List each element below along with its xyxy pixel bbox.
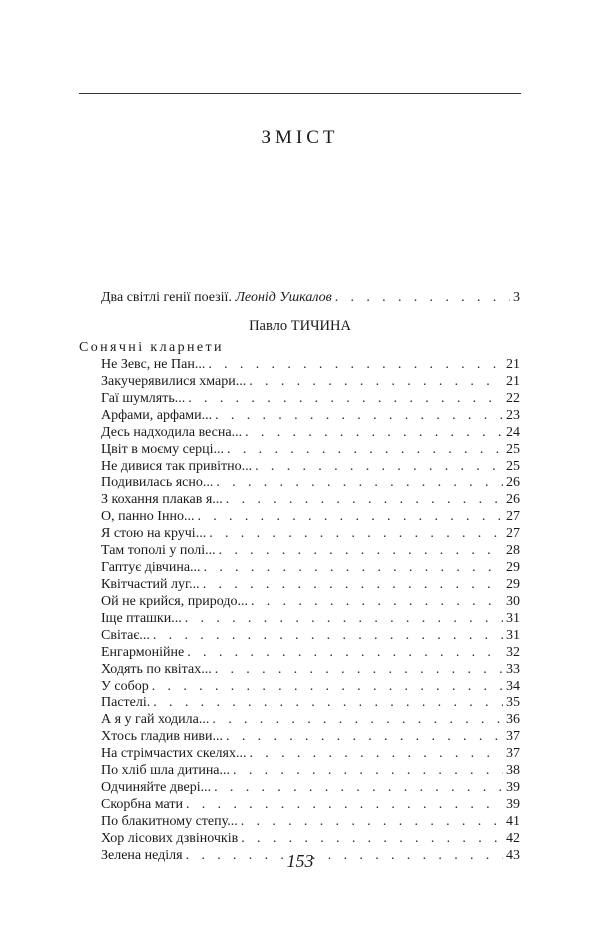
toc-entry xyxy=(101,390,520,407)
toc-entry-title: Енгармонійне xyxy=(101,644,185,660)
toc-entry-title: Гаптує дівчина... xyxy=(101,560,201,575)
toc-entry-title: Там тополі у полі... xyxy=(101,543,216,559)
toc-entry-title: У собор xyxy=(101,678,149,694)
leader-dots xyxy=(152,678,503,695)
toc-entry-page: 27 xyxy=(506,509,520,525)
leader-dots xyxy=(209,525,503,542)
toc-entry-title: Світає... xyxy=(101,627,150,643)
toc-entry-title: Скорбна мати xyxy=(101,796,183,812)
leader-dots xyxy=(241,813,503,830)
leader-dots xyxy=(251,593,503,610)
toc-entry xyxy=(101,356,520,373)
toc-entry-title: Зелена неділя xyxy=(101,847,183,863)
leader-dots xyxy=(197,508,503,525)
toc-entry-page: 29 xyxy=(506,577,520,592)
toc-entry-page: 39 xyxy=(506,780,520,795)
leader-dots xyxy=(227,441,503,458)
toc-entry-page: 33 xyxy=(506,661,520,677)
toc-entry-page: 24 xyxy=(506,424,520,440)
toc-entry-title: Не Зевс, не Пан... xyxy=(101,357,206,372)
leader-dots xyxy=(153,627,503,644)
toc-entry xyxy=(101,441,520,458)
leader-dots xyxy=(215,407,503,424)
toc-entry-title: Хтось гладив ниви... xyxy=(101,729,224,745)
leader-dots xyxy=(226,491,503,508)
toc-entry-title: Квітчастий луг... xyxy=(101,577,200,592)
toc-entry xyxy=(101,424,520,441)
leader-dots xyxy=(208,356,503,373)
leader-dots xyxy=(188,390,503,407)
intro-author: Леонід Ушкалов xyxy=(235,290,332,305)
page-number: 153 xyxy=(286,851,314,871)
intro-page: 3 xyxy=(513,290,520,305)
toc-entry xyxy=(101,458,520,475)
leader-dots xyxy=(249,745,503,762)
toc-entry-page: 22 xyxy=(506,390,520,406)
leader-dots xyxy=(241,830,503,847)
toc-entry-title: Ой не крийся, природо... xyxy=(101,593,248,609)
toc-entry-page: 35 xyxy=(506,695,520,711)
toc-entry-title: Арфами, арфами... xyxy=(101,407,213,423)
leader-dots xyxy=(216,474,503,491)
toc-entry-title: По хліб шла дитина... xyxy=(101,763,231,779)
leader-dots xyxy=(219,542,503,559)
toc-entry-title: Одчиняйте двері... xyxy=(101,780,212,795)
toc-entry-title: Пастелі. xyxy=(101,695,151,711)
leader-dots xyxy=(245,424,503,441)
intro-title xyxy=(101,289,332,306)
toc-entry xyxy=(101,491,520,508)
toc-entry xyxy=(101,661,520,678)
toc-entry-page: 42 xyxy=(506,830,520,846)
leader-dots xyxy=(185,610,503,627)
toc-entry-page: 21 xyxy=(506,373,520,389)
leader-dots xyxy=(153,694,503,711)
toc-entry-title: Іще пташки... xyxy=(101,610,182,626)
toc-entry-page: 39 xyxy=(506,796,520,812)
toc-entry xyxy=(101,813,520,830)
toc-entry xyxy=(101,694,520,711)
leader-dots xyxy=(249,373,503,390)
leader-dots xyxy=(186,796,503,813)
toc-entry-title: Я стою на кручі... xyxy=(101,526,207,542)
section-heading: Сонячні кларнети xyxy=(79,340,224,355)
leader-dots xyxy=(203,576,503,593)
toc-entry xyxy=(101,373,520,390)
toc-entry-title: На стрімчастих скелях... xyxy=(101,746,247,762)
toc-entry xyxy=(101,610,520,627)
toc-entry xyxy=(101,508,520,525)
leader-dots xyxy=(335,289,510,306)
toc-entry-page: 25 xyxy=(506,441,520,457)
toc-entry-page: 34 xyxy=(506,678,520,694)
toc-entry-page: 32 xyxy=(506,644,520,660)
toc-entry-title: А я у гай ходила... xyxy=(101,712,210,728)
leader-dots xyxy=(215,661,503,678)
toc-entry-title: Подивилась ясно... xyxy=(101,475,214,491)
toc-entry-page: 37 xyxy=(506,729,520,745)
toc-entry-page: 23 xyxy=(506,407,520,423)
toc-entry-page: 26 xyxy=(506,492,520,508)
toc-entry-title: О, панно Інно... xyxy=(101,509,195,525)
toc-entry xyxy=(101,796,520,813)
toc-entry xyxy=(101,830,520,847)
toc-entry-title: Десь надходила весна... xyxy=(101,424,243,440)
toc-entry-title: Цвіт в моєму серці... xyxy=(101,441,225,457)
toc-entry xyxy=(101,678,520,695)
leader-dots xyxy=(255,458,503,475)
toc-entry-title: Хор лісових дзвіночків xyxy=(101,830,239,846)
toc-entry-title: Не дивися так привітно... xyxy=(101,458,253,474)
toc-entry-title: Ходять по квітах... xyxy=(101,661,212,677)
leader-dots xyxy=(187,644,503,661)
toc-entry xyxy=(101,745,520,762)
toc-entry-page: 31 xyxy=(506,627,520,643)
toc-entry xyxy=(101,474,520,491)
toc-entry-title: Закучерявилися хмари... xyxy=(101,373,247,389)
toc-entry xyxy=(101,711,520,728)
toc-entry-page: 21 xyxy=(506,357,520,372)
toc-entry-page: 41 xyxy=(506,813,520,829)
toc-entry xyxy=(101,593,520,610)
leader-dots xyxy=(233,762,503,779)
toc-entry-title: По блакитному степу... xyxy=(101,813,238,829)
toc-entry-page: 30 xyxy=(506,593,520,609)
toc-entry-title: Гаї шумлять... xyxy=(101,390,186,406)
toc-entry-page: 37 xyxy=(506,746,520,762)
toc-entry-title: З кохання плакав я... xyxy=(101,492,223,508)
toc-entry-page: 43 xyxy=(506,847,520,863)
intro-text: Два світлі генії поезії. xyxy=(101,290,236,305)
leader-dots xyxy=(214,779,503,796)
header-rule xyxy=(79,93,521,94)
toc-entry xyxy=(101,407,520,424)
leader-dots xyxy=(204,559,503,576)
toc-entry-page: 36 xyxy=(506,712,520,728)
toc-entry xyxy=(101,576,520,593)
toc-entry-page: 38 xyxy=(506,763,520,779)
toc-entry xyxy=(101,644,520,661)
toc-entry xyxy=(101,728,520,745)
leader-dots xyxy=(212,711,503,728)
toc-entry xyxy=(101,627,520,644)
toc-entry xyxy=(101,525,520,542)
toc-entry-page: 28 xyxy=(506,543,520,559)
page-title: ЗМІСТ xyxy=(261,127,339,148)
author-heading: Павло ТИЧИНА xyxy=(249,318,351,334)
toc-entry xyxy=(101,542,520,559)
leader-dots xyxy=(226,728,503,745)
toc-entry xyxy=(101,559,520,576)
toc-entry-page: 29 xyxy=(506,560,520,575)
toc-entry xyxy=(101,762,520,779)
intro-entry xyxy=(101,289,520,306)
toc-entry-page: 27 xyxy=(506,526,520,542)
toc-entry-page: 26 xyxy=(506,475,520,491)
toc-entry-page: 31 xyxy=(506,610,520,626)
toc-entry xyxy=(101,779,520,796)
toc-entry-page: 25 xyxy=(506,458,520,474)
